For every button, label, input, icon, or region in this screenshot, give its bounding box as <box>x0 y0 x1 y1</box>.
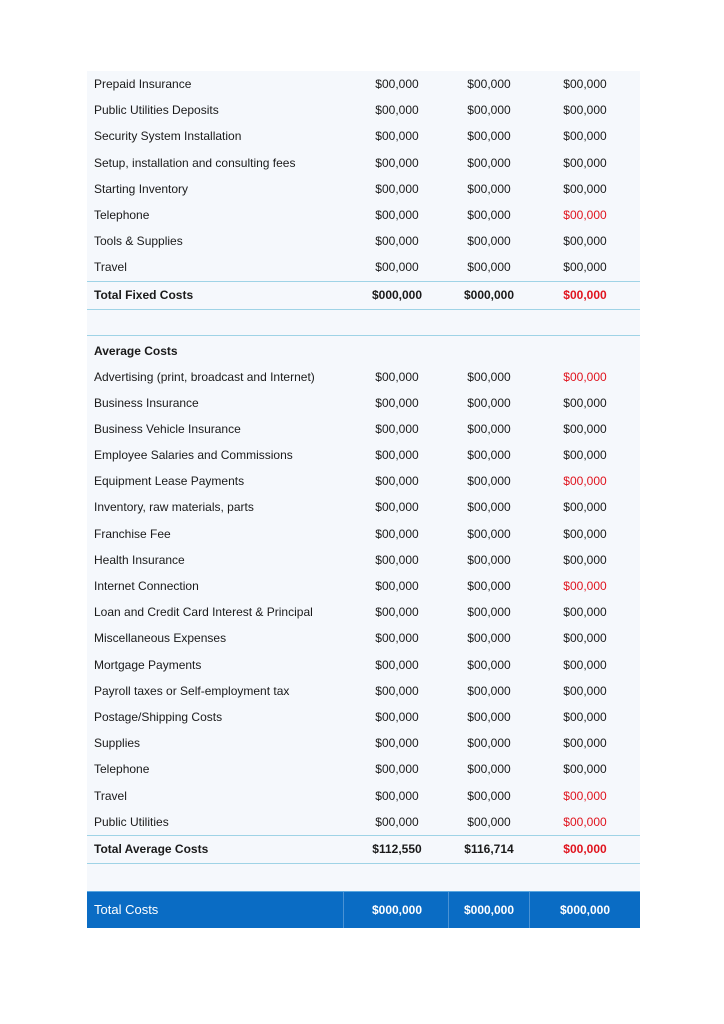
value-col-1: $00,000 <box>375 369 419 384</box>
value-col-3: $00,000 <box>563 474 607 489</box>
value-col-3: $00,000 <box>563 579 607 593</box>
value-col-1: $00,000 <box>375 155 419 170</box>
value-col-2: $116,714 <box>464 841 514 856</box>
value-col-1: $00,000 <box>375 234 419 249</box>
row-label: Supplies <box>94 736 141 751</box>
value-col-3: $00,000 <box>563 448 607 463</box>
table-row <box>87 390 640 416</box>
value-col-2: $00,000 <box>467 631 511 646</box>
column-divider <box>529 892 530 928</box>
row-label: Travel <box>94 788 127 803</box>
row-label: Tools & Supplies <box>94 234 183 249</box>
value-col-2: $00,000 <box>467 762 511 777</box>
value-col-1: $00,000 <box>375 736 419 751</box>
value-col-3: $00,000 <box>563 500 607 515</box>
row-label: Loan and Credit Card Interest & Principal <box>94 605 313 620</box>
value-col-2: $000,000 <box>463 902 515 917</box>
value-col-1: $00,000 <box>375 579 419 593</box>
row-label: Security System Installation <box>94 129 242 144</box>
table-row <box>87 176 640 202</box>
row-label: Health Insurance <box>94 552 185 567</box>
value-col-1: $00,000 <box>375 657 419 672</box>
value-col-2: $00,000 <box>467 155 511 170</box>
row-label: Total Costs <box>94 901 159 917</box>
value-col-2: $00,000 <box>467 395 511 410</box>
row-label: Employee Salaries and Commissions <box>94 448 293 463</box>
value-col-3: $00,000 <box>563 421 607 436</box>
value-col-2: $00,000 <box>467 709 511 724</box>
row-label: Starting Inventory <box>94 181 189 196</box>
value-col-1: $00,000 <box>375 500 419 515</box>
row-label: Business Vehicle Insurance <box>94 421 241 436</box>
table-row <box>87 573 640 599</box>
value-col-1: $00,000 <box>375 683 419 698</box>
value-col-3: $00,000 <box>563 234 607 249</box>
row-label: Telephone <box>94 762 150 777</box>
value-col-3: $00,000 <box>563 683 607 698</box>
value-col-3: $00,000 <box>563 526 607 541</box>
value-col-3: $00,000 <box>563 181 607 196</box>
table-row <box>87 625 640 651</box>
value-col-2: $00,000 <box>467 234 511 249</box>
value-col-3: $00,000 <box>563 155 607 170</box>
value-col-2: $00,000 <box>467 103 511 118</box>
section-title: Average Costs <box>94 343 178 358</box>
value-col-1: $00,000 <box>375 605 419 620</box>
table-row <box>87 521 640 547</box>
row-label: Public Utilities <box>94 814 169 829</box>
value-col-2: $00,000 <box>467 526 511 541</box>
table-row <box>87 228 640 254</box>
table-row <box>87 704 640 730</box>
cost-table <box>87 71 640 928</box>
value-col-1: $00,000 <box>375 448 419 463</box>
value-col-2: $00,000 <box>467 421 511 436</box>
table-row <box>87 678 640 704</box>
value-col-2: $00,000 <box>467 579 511 593</box>
value-col-2: $00,000 <box>467 814 511 829</box>
value-col-2: $00,000 <box>467 181 511 196</box>
average-costs-section <box>87 364 640 835</box>
table-row <box>87 730 640 756</box>
average-costs-header <box>87 335 640 364</box>
value-col-3: $00,000 <box>563 552 607 567</box>
row-label: Total Fixed Costs <box>94 287 194 302</box>
value-col-1: $00,000 <box>375 788 419 803</box>
table-row <box>87 71 640 97</box>
value-col-3: $00,000 <box>563 207 607 222</box>
value-col-2: $00,000 <box>467 77 511 91</box>
row-label: Setup, installation and consulting fees <box>94 155 296 170</box>
table-row <box>87 547 640 573</box>
value-col-2: $00,000 <box>467 683 511 698</box>
total-fixed-costs-row <box>87 281 640 310</box>
table-row <box>87 150 640 176</box>
table-row <box>87 254 640 280</box>
table-row <box>87 123 640 149</box>
row-label: Mortgage Payments <box>94 657 202 672</box>
table-row <box>87 364 640 390</box>
table-row <box>87 783 640 809</box>
row-label: Public Utilities Deposits <box>94 103 219 118</box>
value-col-3: $00,000 <box>563 605 607 620</box>
value-col-3: $00,000 <box>563 657 607 672</box>
value-col-2: $000,000 <box>463 287 515 302</box>
value-col-1: $112,550 <box>372 841 422 856</box>
section-spacer <box>87 864 640 891</box>
row-label: Internet Connection <box>94 579 199 593</box>
table-row <box>87 756 640 782</box>
value-col-2: $00,000 <box>467 605 511 620</box>
section-spacer <box>87 310 640 335</box>
value-col-2: $00,000 <box>467 129 511 144</box>
table-row <box>87 202 640 228</box>
value-col-3: $00,000 <box>563 129 607 144</box>
value-col-2: $00,000 <box>467 788 511 803</box>
total-costs-row <box>87 891 640 928</box>
value-col-3: $00,000 <box>563 762 607 777</box>
value-col-1: $00,000 <box>375 631 419 646</box>
value-col-3: $00,000 <box>563 841 607 856</box>
table-row <box>87 599 640 625</box>
value-col-1: $00,000 <box>375 526 419 541</box>
total-average-costs-row <box>87 835 640 864</box>
value-col-3: $00,000 <box>563 103 607 118</box>
value-col-2: $00,000 <box>467 260 511 275</box>
row-label: Equipment Lease Payments <box>94 474 245 489</box>
value-col-2: $00,000 <box>467 369 511 384</box>
row-label: Franchise Fee <box>94 526 171 541</box>
value-col-1: $000,000 <box>371 902 423 917</box>
value-col-1: $00,000 <box>375 103 419 118</box>
value-col-3: $000,000 <box>559 902 611 917</box>
fixed-costs-section <box>87 71 640 281</box>
table-row <box>87 442 640 468</box>
value-col-1: $00,000 <box>375 181 419 196</box>
table-row <box>87 416 640 442</box>
value-col-3: $00,000 <box>563 814 607 829</box>
value-col-3: $00,000 <box>563 631 607 646</box>
value-col-1: $00,000 <box>375 129 419 144</box>
row-label: Total Average Costs <box>94 841 209 856</box>
value-col-2: $00,000 <box>467 500 511 515</box>
value-col-3: $00,000 <box>563 395 607 410</box>
value-col-3: $00,000 <box>563 736 607 751</box>
value-col-3: $00,000 <box>563 369 607 384</box>
value-col-2: $00,000 <box>467 552 511 567</box>
value-col-3: $00,000 <box>563 77 607 91</box>
value-col-3: $00,000 <box>563 709 607 724</box>
value-col-1: $00,000 <box>375 474 419 489</box>
value-col-2: $00,000 <box>467 657 511 672</box>
row-label: Advertising (print, broadcast and Internet) <box>94 369 315 384</box>
value-col-1: $00,000 <box>375 260 419 275</box>
row-label: Telephone <box>94 207 150 222</box>
value-col-1: $000,000 <box>371 287 423 302</box>
value-col-2: $00,000 <box>467 736 511 751</box>
value-col-2: $00,000 <box>467 474 511 489</box>
table-row <box>87 97 640 123</box>
value-col-1: $00,000 <box>375 77 419 91</box>
row-label: Inventory, raw materials, parts <box>94 500 254 515</box>
row-label: Prepaid Insurance <box>94 77 192 91</box>
row-label: Business Insurance <box>94 395 199 410</box>
value-col-1: $00,000 <box>375 395 419 410</box>
value-col-1: $00,000 <box>375 762 419 777</box>
value-col-1: $00,000 <box>375 552 419 567</box>
value-col-2: $00,000 <box>467 207 511 222</box>
row-label: Travel <box>94 260 127 275</box>
value-col-3: $00,000 <box>563 260 607 275</box>
table-row <box>87 494 640 520</box>
value-col-3: $00,000 <box>563 788 607 803</box>
value-col-3: $00,000 <box>563 287 607 302</box>
table-row <box>87 652 640 678</box>
value-col-1: $00,000 <box>375 709 419 724</box>
row-label: Postage/Shipping Costs <box>94 709 223 724</box>
row-label: Payroll taxes or Self-employment tax <box>94 683 290 698</box>
value-col-2: $00,000 <box>467 448 511 463</box>
column-divider <box>343 892 344 928</box>
value-col-1: $00,000 <box>375 814 419 829</box>
table-row <box>87 809 640 835</box>
row-label: Miscellaneous Expenses <box>94 631 227 646</box>
value-col-1: $00,000 <box>375 421 419 436</box>
table-row <box>87 468 640 494</box>
value-col-1: $00,000 <box>375 207 419 222</box>
